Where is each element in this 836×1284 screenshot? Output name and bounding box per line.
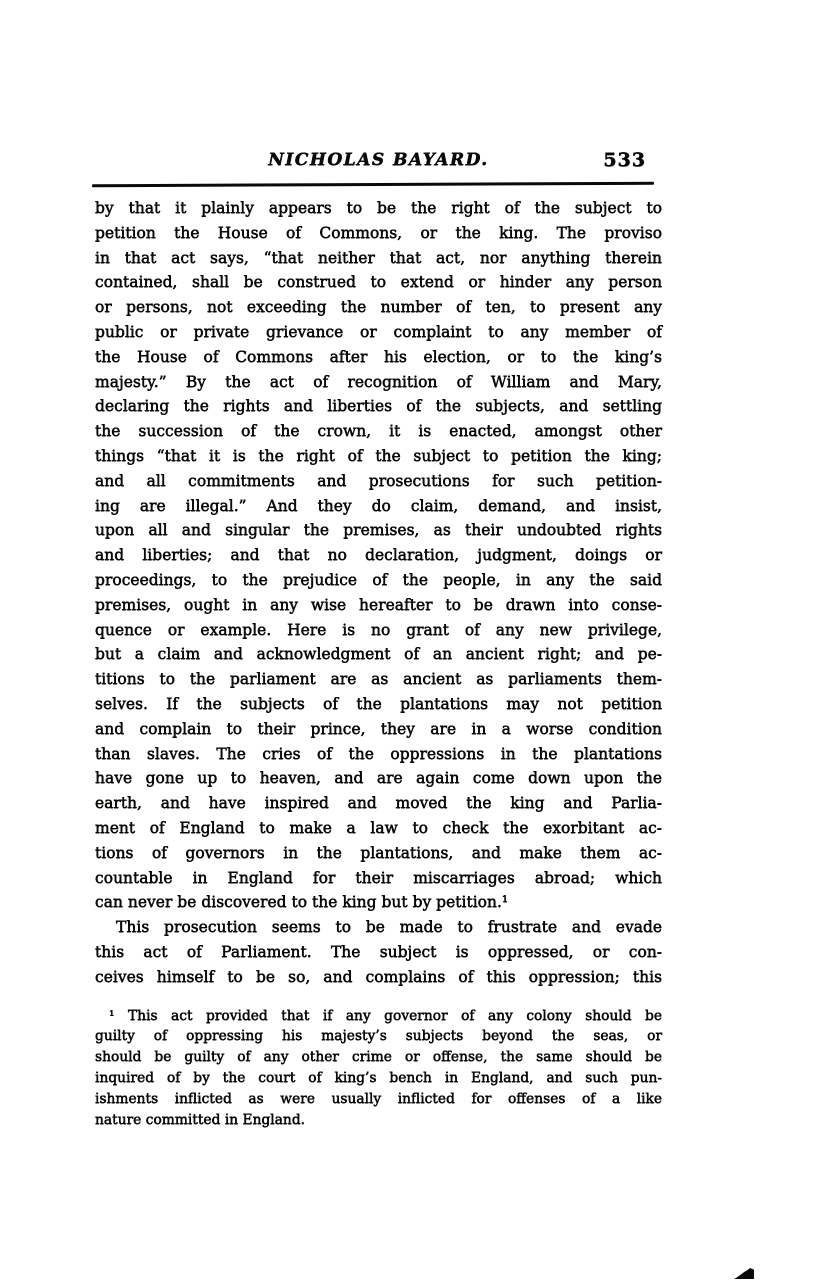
text-line: declaring the rights and liberties of the subjects, and settling	[95, 397, 662, 416]
page-number: 533	[603, 149, 646, 171]
text-line: countable in England for their miscarriages abroad; which	[95, 868, 662, 887]
text-line: premises, ought in any wise hereafter to be drawn into conse-	[95, 595, 662, 614]
text-line: public or private grievance or complaint to any member of	[95, 322, 662, 341]
text-line: but a claim and acknowledgment of an ancient right; and pe-	[95, 645, 662, 664]
text-line: ing are illegal.” And they do claim, demand, and insist,	[95, 496, 662, 515]
text-line: the House of Commons after his election, or to the king’s	[95, 347, 662, 366]
running-header	[95, 150, 662, 176]
text-line: This prosecution seems to be made to frustrate and evade	[116, 918, 662, 937]
text-line: nature committed in England.	[95, 1112, 305, 1129]
text-line: and all commitments and prosecutions for such petition-	[95, 471, 662, 490]
text-line: have gone up to heaven, and are again come down upon the	[95, 769, 662, 788]
text-line: inquired of by the court of king’s bench in England, and such pun-	[95, 1070, 662, 1087]
text-line: titions to the parliament are as ancient as parliaments them-	[95, 670, 662, 689]
text-line: should be guilty of any other crime or offense, the same should be	[95, 1049, 662, 1066]
page-body	[95, 196, 662, 1131]
text-line: ishments inflicted as were usually inflicted for offenses of a like	[95, 1091, 662, 1108]
text-line: proceedings, to the prejudice of the people, in any the said	[95, 570, 662, 589]
paragraph-1	[95, 196, 662, 915]
text-line: this act of Parliament. The subject is oppressed, or con-	[95, 942, 662, 961]
header-rule	[92, 182, 654, 187]
text-line: the succession of the crown, it is enacted, amongst other	[95, 422, 662, 441]
running-title: NICHOLAS BAYARD.	[268, 150, 489, 170]
text-line: petition the House of Commons, or the king. The proviso	[95, 223, 662, 242]
ink-smudge	[734, 1268, 754, 1279]
text-line: by that it plainly appears to be the right of the subject to	[95, 199, 662, 217]
text-line: quence or example. Here is no grant of any new privilege,	[95, 620, 662, 639]
text-line: upon all and singular the premises, as their undoubted rights	[95, 521, 662, 540]
text-line: things “that it is the right of the subject to petition the king;	[95, 446, 662, 465]
text-line: ceives himself to be so, and complains of this oppression; this	[95, 967, 662, 986]
text-line: earth, and have inspired and moved the king and Parlia-	[95, 794, 662, 813]
text-line: guilty of oppressing his majesty’s subjects beyond the seas, or	[95, 1028, 662, 1045]
text-line: majesty.” By the act of recognition of William and Mary,	[95, 372, 662, 391]
text-line: in that act says, “that neither that act, nor anything therein	[95, 248, 662, 267]
footnote	[95, 1006, 662, 1131]
text-line: can never be discovered to the king but by petition.¹	[95, 893, 509, 912]
text-line: ment of England to make a law to check the exorbitant ac-	[95, 818, 662, 837]
text-line: contained, shall be construed to extend or hinder any person	[95, 273, 662, 292]
paragraph-2	[95, 915, 662, 989]
text-line: or persons, not exceeding the number of ten, to present any	[95, 298, 662, 317]
text-line: than slaves. The cries of the oppressions in the plantations	[95, 744, 662, 763]
text-line: and complain to their prince, they are in a worse condition	[95, 719, 662, 738]
text-line: tions of governors in the plantations, and make them ac-	[95, 843, 662, 862]
text-line: ¹ This act provided that if any governor of any colony should be	[109, 1007, 662, 1024]
text-line: and liberties; and that no declaration, judgment, doings or	[95, 546, 662, 565]
text-line: selves. If the subjects of the plantations may not petition	[95, 694, 662, 713]
